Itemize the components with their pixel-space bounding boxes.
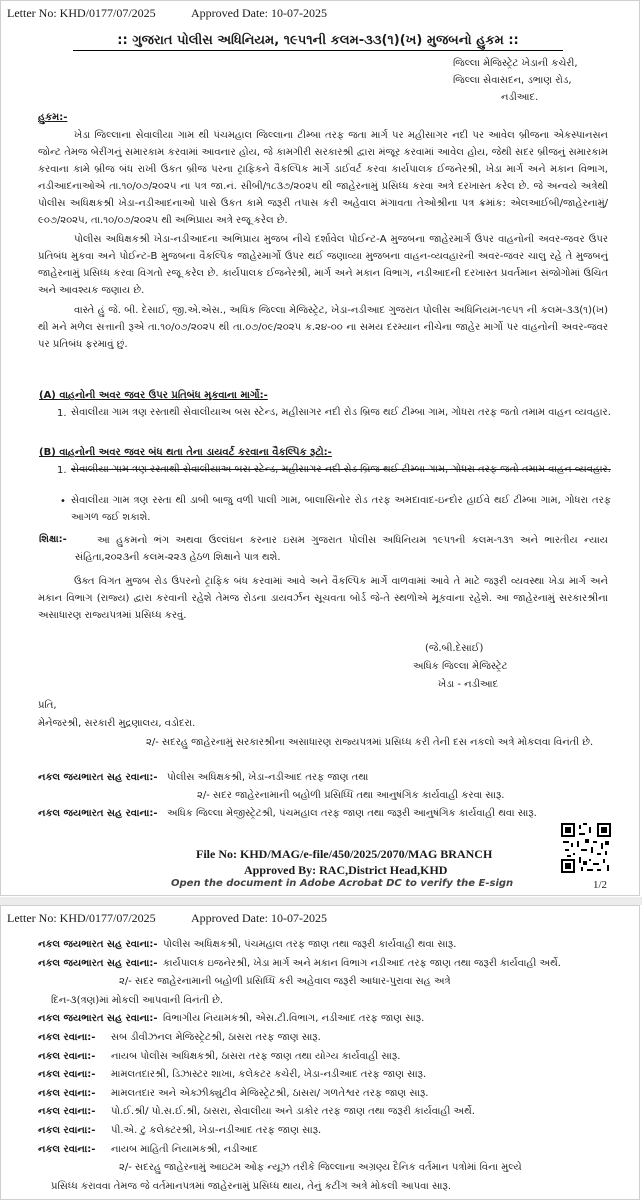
copy-line-text: પોલીસ અધિક્ષકશ્રી, પંચમહાલ તરફ જાણ તથા જરૂરી કાર્યવાહી થવા સારૂ.	[163, 939, 457, 950]
section-a-item-1: સેવાલીયા ગામ ત્રણ રસ્તાથી સેવાલીયાઅ બસ સ્ટેન્ડ, મહીસાગર નદી રોડ બ્રિજ થઈ ટીમ્બા ગામ, ગોધરા તરફ જતો તમામ વાહન વ્યવહાર.	[71, 407, 611, 418]
section-a-item-1-number: 1.	[57, 408, 67, 419]
page-2	[0, 905, 640, 1200]
letter-no: Letter No: KHD/0177/07/2025	[7, 911, 156, 925]
approved-date: Approved Date: 10-07-2025	[191, 6, 327, 20]
footer-approved-by: Approved By: RAC,District Head,KHD	[244, 863, 448, 877]
copy-line-text: કાર્યપાલક ઇજનેરશ્રી, ખેડા માર્ગ અને મકાન વિભાગ નડીઆદ તરફ જાણ તથા જરૂરી કાર્યવાહી અર્થે.	[163, 957, 561, 969]
approved-date: Approved Date: 10-07-2025	[191, 911, 327, 925]
penalty-text: આ હુકમનો ભંગ અથવા ઉલ્લંઘન કરનાર ઇસમ ગુજરાત પોલીસ અધિનિયમ ૧૯૫૧ની કલમ-૧૩૧ અને ભારતીય ન્યાય સંહિતા,૨૦૨૩ની કલમ-૨૨૩ હેઠળ શિક્ષાને પાત્ર થશે.	[75, 535, 608, 563]
section-b-item-1: સેવાલીયા ગામ ત્રણ રસ્તાથી સેવાલીયાઅ બસ સ્ટેન્ડ, મહીસાગર નદી રોડ બ્રિજ થઈ ટીમ્બા ગામ, ગોધરા તરફ જતો તમામ વાહન વ્યવહાર.	[71, 464, 611, 475]
to-label: પ્રતિ,	[38, 700, 57, 711]
copy-line-text: પ્રસિધ્ધ કરાવવા તેમજ જે વર્તમાનપત્રમાં જાહેરનામું પ્રસિધ્ધ થાય, તેનું કટીંગ અત્રે મોકલી આપવા સારૂ.	[51, 1180, 452, 1192]
page-separator	[0, 897, 642, 905]
section-b-item-1-number: 1.	[57, 465, 67, 476]
para-3: વાસ્તે હું જે. બી. દેસાઈ, જી.એ.એસ., અધિક જિલ્લા મેજિસ્ટ્રેટ, ખેડા-નડીઆદ ગુજરાત પોલીસ અધિનિયમ-૧૯૫૧ ની કલમ-૩૩(૧)(ખ) થી મને મળેલ સત્તાની રૂએ તા.૧૦/૦૭/૨૦૨૫ થી તા.૦૭/૦૯/૨૦૨૫ ક.૨૪-૦૦ ના સમય દરમ્યાન નીચેના જાહેર માર્ગો પર વાહનોની અવર-જવર પર પ્રતિબંધ ફરમાવું છું.	[38, 305, 608, 350]
copy-2-text: અધિક જિલ્લા મેજીસ્ટ્રેટશ્રી, પંચમહાલ તરફ જાણ તથા જરૂરી આનુષંગિક કાર્યવાહી થવા સારૂ.	[167, 808, 537, 819]
para-1: ખેડા જિલ્લાના સેવાલીયા ગામ થી પંચમહાલ જિલ્લાના ટીમ્બા તરફ જતા માર્ગ પર મહીસાગર નદી પર આવેલ બ્રીજના એકસ્પાનસન જોન્ટ તેમજ બેરીંગનું સમારકામ કરવામાં આવનાર હોય, જે કામગીરી સરકારશ્રી દ્વારા મંજૂર કરવામાં આવેલ હોય, જેથી સદર બ્રીજનું સમારકામ કરવાના કામે બ્રીજ બંધ રાખી ઉકત બ્રીજ પરના ટ્રાફિકને વૈકલ્પિક માર્ગે ડાઈવર્ટ કરવા કાર્યપાલક ઈજનેરશ્રી, ખેડા માર્ગ અને મકાન વિભાગ, નડીઆદનાઓએ તા.૧૦/૦૭/૨૦૨૫ ના પત્ર જા.નં. સીબી/૧૮૩૭/૨૦૨૫ થી જાહેરનામું પ્રસિધ્ધ કરવા અત્રે દરખાસ્ત કરેલ છે. જે અન્વયે અત્રેથી પોલીસ અધિક્ષકશ્રી ખેડા-નડીઆદનાઓ પાસે ઉકત કામે જરૂરી તપાસ કરી અહેવાલ મંગાવતા તેઓશ્રીના પત્ર ક્રમાંક: એલઆઈબી/જાહેરનામું/૯૦૭/૨૦૨૫, તા.૧૦/૦૭/૨૦૨૫ થી અભિપ્રાય અત્રે રજૂ કરેલ છે.	[38, 130, 608, 226]
copy-1-text: પોલીસ અધિક્ષકશ્રી, ખેડા-નડીઆદ તરફ જાણ તથા	[167, 772, 369, 783]
section-b-item-2: સેવાલીયા ગામ ત્રણ રસ્તા થી ડાબી બાજુ વળી પાલી ગામ, બાલાસિનોર રોડ તરફ અમદાવાદ-ઇન્દોર હાઈવે થઈ ટીમ્બા ગામ, ગોધરા તરફ આગળ જઈ શકાશે.	[71, 495, 611, 523]
signature-name: (જે.બી.દેસાઈ)	[425, 643, 484, 654]
copy-1-sub: ૨/- સદર જાહેરનામાની બહોળી પ્રસિધ્ધિ તથા આનુષંગિક કાર્યવાહી કરવા સારૂ.	[197, 790, 505, 801]
office-address-line-3: નડીઆદ.	[501, 92, 539, 103]
copy-1-label: નકલ જયભારત સહ રવાના:-	[38, 772, 158, 783]
footer-verify-note: Open the document in Adobe Acrobat DC to verify the E-sign	[171, 878, 514, 889]
copy-line-label: નકલ રવાના:-	[38, 1143, 96, 1155]
copy-line-text: સબ ડીવીઝનલ મેજિસ્ટ્રેટશ્રી, ઠાસરા તરફ જાણ સારૂ.	[111, 1032, 321, 1043]
section-a-heading: (A) વાહનોની અવર જવર ઉપર પ્રતિબંધ મુકવાના માર્ગો:-	[39, 390, 268, 401]
signature-designation: અધિક જિલ્લા મેજિસ્ટ્રેટ	[413, 661, 508, 672]
copy-line-label: નકલ જયભારત સહ રવાના:-	[38, 1013, 158, 1025]
office-address-line-1: જિલ્લા મેજિસ્ટ્રેટ ખેડાની કચેરી,	[453, 58, 578, 69]
para-2: પોલીસ અધિક્ષકશ્રી ખેડા-નડીઆદના અભિપ્રાય મુજબ નીચે દર્શાવેલ પોઈન્ટ-A મુજબના જાહેરમાર્ગ ઉપર વાહનોની અવર-જવર ઉપર પ્રતિબંધ મુકવા અને પોઈન્ટ-B મુજબના વૈકલ્પિક જાહેરમાર્ગો ઉપર થઈ જણાવ્યા મુજબના વાહન-વ્યવહારની અવર-જવર ચાલુ રહે તે મુજબનું જાહેરનામું પ્રસિધ્ધ કરવા વિગતો રજૂ કરેલ છે. કાર્યપાલક ઈજનેરશ્રી, માર્ગ અને મકાન વિભાગ, નડીઆદની દરખાસ્ત પ્રવર્તમાન સંજોગોમાં ઉચિત અને આવશ્યક જણાય છે.	[38, 234, 608, 296]
copy-line-label: નકલ જયભારત સહ રવાના:-	[38, 957, 158, 969]
copy-line-label: નકલ રવાના:-	[38, 1069, 96, 1081]
section-b-heading: (B) વાહનોની અવર જવર બંધ થતા તેના ડાયવર્ટ કરવાના વૈકલ્પિક રૂટો:-	[39, 447, 332, 458]
to-recipient: મેનેજરશ્રી, સરકારી મુદ્રણાલય, વડોદરા.	[38, 718, 196, 729]
office-address-line-2: જિલ્લા સેવાસદન, ડભાણ રોડ,	[453, 75, 572, 86]
penalty-label: શિક્ષા:-	[39, 534, 67, 545]
copy-line-text: દિન-૩(ત્રણ)માં મોકલી આપવાની વિનંતી છે.	[51, 994, 224, 1006]
page-number: 1/2	[593, 879, 608, 891]
copy-line-label: નકલ રવાના:-	[38, 1125, 96, 1136]
copy-line-label: નકલ રવાના:-	[38, 1106, 96, 1118]
copy-line-text: ૨/- સદરહુ જાહેરનામું આઇટમ ઓફ ન્યૂઝ તરીકે જિલ્લાના અગ્રણ્ય દૈનિક વર્તમાન પત્રોમાં વિના મુલ્યે	[119, 1162, 522, 1174]
copy-line-text: ૨/- સદર જાહેરનામાની બહોળી પ્રસિધ્ધિ કરી અહેવાલ જરૂરી આધાર-પુરાવા સહ અત્રે	[119, 976, 451, 988]
copy-line-text: મામલતદારશ્રી, ડિઝાસ્ટર શાખા, કલેકટર કચેરી, ખેડા-નડીઆદ તરફ જાણ સારૂ.	[111, 1069, 427, 1081]
copy-line-label: નકલ જયભારત સહ રવાના:-	[38, 939, 158, 950]
page-title: :: ગુજરાત પોલીસ અધિનિયમ, ૧૯૫૧ની કલમ-૩૩(૧)(ખ) મુજબનો હુકમ ::	[73, 32, 563, 51]
copy-line-text: પી.એ. ટુ કલેક્ટરશ્રી, ખેડા-નડીઆદ તરફ જાણ સારૂ.	[111, 1125, 322, 1136]
para-4: ઉક્ત વિગત મુજબ રોડ ઉપરનો ટ્રાફિક બંધ કરવામાં આવે અને વૈકલ્પિક માર્ગે વાળવામાં આવે તે માટે જરૂરી વ્યવસ્થા ખેડા માર્ગ અને મકાન વિભાગ (રાજ્ય) દ્વારા કરવાની રહેશે તેમજ રોડના ડાયવર્ઝન સૂચવતા બોર્ડ જે-તે સ્થળોએ મૂકવાના રહેશે. આ જાહેરનામું સરકારશ્રીના અસાધારણ રાજ્યપત્રમાં પ્રસિધ્ધ કરવું.	[38, 576, 608, 621]
order-label: હુકમ:-	[38, 112, 68, 123]
copy-line-text: મામલતદાર અને એક્ઝીક્યુટીવ મેજિસ્ટ્રેટશ્રી, ઠાસરા/ ગળતેશ્વર તરફ જાણ સારૂ.	[111, 1087, 429, 1099]
copy-line-text: વિભાગીય નિયામકશ્રી, એસ.ટી.વિભાગ, નડીઆદ તરફ જાણ સારૂ.	[163, 1013, 425, 1025]
copy-line-text: નાયબ પોલીસ અધિક્ષકશ્રી, ઠાસરા તરફ જાણ તથા યોગ્ય કાર્યવાહી સારૂ.	[111, 1050, 401, 1062]
to-instruction: ૨/- સદરહુ જાહેરનામું સરકારશ્રીના અસાધારણ રાજ્યપત્રમાં પ્રસિધ્ધ કરી તેની દસ નકલો અત્રે મોકલવા વિનંતી છે.	[146, 737, 594, 748]
section-b-item-2-bullet: •	[60, 496, 66, 507]
footer-file-no: File No: KHD/MAG/e-file/450/2025/2070/MAG BRANCH	[196, 847, 493, 861]
qr-code	[561, 823, 611, 873]
copy-line-text: નાયબ માહિતી નિયામકશ્રી, નડીઆદ	[111, 1143, 258, 1155]
copy-line-label: નકલ રવાના:-	[38, 1032, 96, 1043]
copy-2-label: નકલ જયભારત સહ રવાના:-	[38, 808, 158, 819]
copy-line-text: પો.ઈ.શ્રી/ પો.સ.ઈ.શ્રી, ઠાસરા, સેવાલીયા અને ડાકોર તરફ જાણ તથા જરૂરી કાર્યવાહી અર્થે.	[111, 1106, 475, 1118]
copy-line-label: નકલ રવાના:-	[38, 1050, 96, 1062]
copy-line-label: નકલ રવાના:-	[38, 1087, 96, 1099]
signature-location: ખેડા - નડીઆદ	[438, 679, 499, 690]
letter-no: Letter No: KHD/0177/07/2025	[7, 6, 156, 20]
